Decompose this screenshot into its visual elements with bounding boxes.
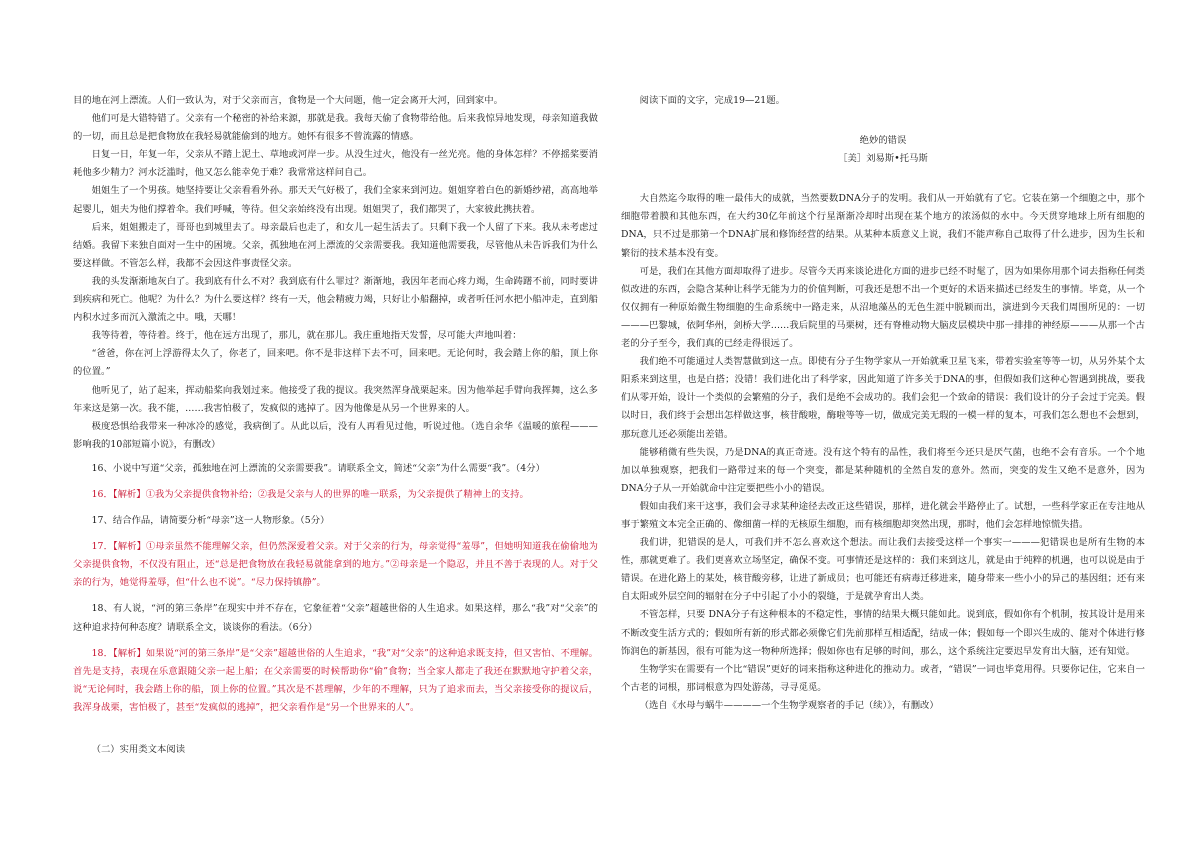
question-17: 17、结合作品，请简要分析“母亲”这一人物形象。（5分）	[91, 515, 330, 527]
story-paragraph: 他听见了，站了起来，挥动船桨向我划过来。他接受了我的提议。我突然浑身战栗起来。因为他举起手臂向我挥舞，这么多年来这是第一次。我不能，……我害怕极了，发疯似的逃掉了。因为他像是从另一个世界来的人。	[73, 384, 598, 414]
answer-17: 17．【解析】①母亲虽然不能理解父亲，但仍然深爱着父亲。对于父亲的行为，母亲觉得“羞辱”，但她明知道我在偷偷地为父亲提供食物，不仅没有阻止，还“总是把食物放在我轻易就能拿到的地方。”②母亲是一个隐忍，并且不善于表现的人。对于父亲的行为，她觉得羞辱，但“什么也不说”。“尽力保持镇静”。	[73, 541, 598, 589]
story-paragraph: 我的头发渐渐地灰白了。我到底有什么不对？我到底有什么罪过？渐渐地，我因年老而心疼力竭，生命踌躇不前，同时要讲到疾病和死亡。他呢？为什么？为什么要这样？终有一天，他会精疲力竭，只好让小船翻掉，或者听任河水把小船冲走，直到船内积水过多而沉入激流之中。哦，天哪！	[73, 275, 598, 324]
story-paragraph: 姐姐生了一个男孩。她坚持要让父亲看看外孙。那天天气好极了，我们全家来到河边。姐姐穿着白色的新婚纱裙，高高地举起婴儿，姐夫为他们撑着伞。我们呼喊，等待。但父亲始终没有出现。姐姐哭了，我们都哭了，大家彼此携扶着。	[73, 185, 598, 215]
story-paragraph: 他们可是大错特错了。父亲有一个秘密的补给来源，那就是我。我每天偷了食物带给他。后来我惊异地发现，母亲知道我做的一切，而且总是把食物放在我轻易就能偷到的地方。她怀有很多不曾流露的情感。	[73, 113, 598, 143]
article-paragraph: 可是，我们在其他方面却取得了进步。尽管今天再来谈论进化方面的进步已经不时髦了，因为如果你用那个词去指称任何类似改进的东西，会隐含某种让科学无能为力的价值判断，可我还是想不出一个更好的术语来描述已经发生的事情。毕竟，从一个仅仅拥有一种原始微生物细胞的生命系统中一路走来，从沼地藻丛的无色生涯中脱颖而出，演进到今天我们周围所见的：一切———巴黎城，依阿华州，剑桥大学……我后院里的马栗树，还有脊椎动物大脑皮层模块中那一排排的神经原———从那一个古老的分子至今，我们真的已经走得很远了。	[621, 265, 1145, 350]
article-paragraph: 我们讲，犯错误的是人，可我们并不怎么喜欢这个想法。而让我们去接受这样一个事实一———犯错误也是所有生物的本性，那就更难了。我们更喜欢立场坚定，确保不变。可事情还是这样的：我们来到这儿，就是由于纯粹的机遇，也可以说是由于错误。在进化路上的某处，核苷酸旁移，让进了新成员；也可能还有病毒迁移进来，随身带来一些小小的异己的基因组；还有来自太阳或外层空间的辐射在分子中引起了小小的裂缝，于是就孕育出人类。	[621, 537, 1145, 603]
story-paragraph: “爸爸，你在河上浮游得太久了，你老了，回来吧。你不是非这样下去不可，回来吧。无论何时，我会踏上你的船，顶上你的位置。”	[73, 348, 598, 378]
reading-instruction: 阅读下面的文字，完成19—21题。	[639, 95, 785, 106]
story-paragraph: 我等待着，等待着。终于，他在远方出现了，那儿，就在那儿。我庄重地指天发誓，尽可能大声地叫着：	[91, 330, 522, 342]
article-paragraph: 不管怎样，只要 DNA分子有这种根本的不稳定性，事情的结果大概只能如此。说到底，假如你有个机制，按其设计是用来不断改变生活方式的；假如所有新的形式都必须像它们先前那样互相适配，结成一体；假如每一个即兴生成的、能对个体进行修饰润色的新基因，很有可能为这一物种所选择；假如你也有足够的时间，那么，这个系统注定要迟早发育出大脑，还有知觉。	[621, 609, 1145, 657]
story-paragraph: 后来，姐姐搬走了，哥哥也到城里去了。母亲最后也走了，和女儿一起生活去了。只剩下我一个人留了下来。我从未考虑过结婚。我留下来独自面对一生中的困境。父亲，孤独地在河上漂流的父亲需要我。我知道他需要我，尽管他从未告诉我们为什么要这样做。不管怎么样，我都不会因这件事责怪父亲。	[73, 221, 598, 269]
article-source: （选自《水母与蜗牛————一个生物学观察者的手记（续）》，有删改）	[639, 699, 939, 711]
story-paragraph: 目的地在河上漂流。人们一致认为，对于父亲而言，食物是一个大问题，他一定会离开大河，回到家中。	[73, 95, 503, 106]
story-paragraph: 日复一日，年复一年，父亲从不踏上泥土、草地或河岸一步。从没生过火，他没有一丝光亮。他的身体怎样？不停摇桨要消耗他多少精力？河水泛滥时，他又怎么能幸免于难？我常常这样问自己。	[73, 149, 598, 179]
section-heading: （二）实用类文本阅读	[91, 744, 186, 755]
article-paragraph: 我们绝不可能通过人类智慧做到这一点。即使有分子生物学家从一开始就乘卫星飞来，带着实验室等等一切，从另外某个太阳系来到这里，也是白搭；没错！我们进化出了科学家，因此知道了许多关于DNA的事，但假如我们这种心智遇到挑战，要我们从零开始，设计一个类似的会繁殖的分子，我们是绝不会成功的。我们会犯一个致命的错误：我们设计的分子会过于完美。假以时日，我们终于会想出怎样做这事，核苷酸啦，酶啦等等一切，做成完美无瑕的一模一样的复本，可我们怎么想也不会想到，那玩意儿还必须能出差错。	[621, 356, 1145, 440]
article-paragraph: 生物学实在需要有一个比“错误”更好的词来指称这种进化的推动力。或者，“错误”一词也毕竟用得。只要你记住，它来自一个古老的词根，那词根意为四处游荡，寻寻觅觅。	[621, 663, 1145, 693]
right-column	[621, 92, 1145, 715]
article-author: ［美］刘易斯•托马斯	[838, 153, 928, 165]
article-paragraph: 大自然迄今取得的唯一最伟大的成就，当然要数DNA分子的发明。我们从一开始就有了它。它装在第一个细胞之中，那个细胞带着膜和其他东西，在大约30亿年前这个行星渐渐冷却时出现在某个地方的浓汤似的水中。今天贯穿地球上所有细胞的DNA，只不过是那第一个DNA扩展和修饰经营的结果。从某种本质意义上说，我们不能声称自己取得了什么进步，因为生长和繁衍的技术基本没有变。	[621, 193, 1145, 259]
story-paragraph: 极度恐惧给我带来一种冰冷的感觉，我病倒了。从此以后，没有人再看见过他，听说过他。（选自余华《温暖的旅程———影响我的10部短篇小说》，有删改）	[73, 420, 598, 450]
question-18: 18、有人说，“河的第三条岸”在现实中并不存在，它象征着“父亲”超越世俗的人生追求。如果这样，那么“我”对“父亲”的这种追求持何种态度？请联系全文，谈谈你的看法。（6分）	[73, 603, 598, 633]
question-16: 16、小说中写道“父亲，孤独地在河上漂流的父亲需要我”。请联系全文，简述“父亲”为什么需要“我”。（4分）	[91, 462, 545, 474]
left-column	[73, 92, 598, 759]
answer-18: 18．【解析】如果说“河的第三条岸”是“父亲”超越世俗的人生追求，“我”对“父亲”的这种追求既支持，但又害怕、不理解。首先是支持，表现在乐意跟随父亲一起上船；在父亲需要的时候帮助你“偷”食物；当全家人都走了我还在默默地守护着父亲，说“无论何时，我会踏上你的船，顶上你的位置。”其次是不甚理解，少年的不理解，只为了追求而去，当父亲接受你的提议后，我浑身战栗，害怕极了，甚至“发疯似的逃掉”，把父亲看作是“另一个世界来的人”。	[73, 647, 598, 713]
article-title: 绝妙的错误	[859, 135, 907, 147]
article-paragraph: 能够稍微有些失误，乃是DNA的真正奇迹。没有这个特有的品性，我们将至今还只是厌气菌，也绝不会有音乐。一个个地加以单独观察，把我们一路带过来的每一个突变，都是某种随机的全然自发的意外。然而，突变的发生又绝不是意外，因为DNA分子从一开始就命中注定要把些小小的错误。	[621, 446, 1145, 494]
answer-16: 16．【解析】①我为父亲提供食物补给；②我是父亲与人的世界的唯一联系，为父亲提供了精神上的支持。	[91, 488, 529, 500]
article-paragraph: 假如由我们来干这事，我们会寻求某种途径去改正这些错误，那样，进化就会半路停止了。试想，一些科学家正在专注地从事于繁殖文本完全正确的、像细菌一样的无核原生细胞，而有核细胞却突然出现，那时，他们会怎样地惊慌失措。	[621, 500, 1145, 530]
